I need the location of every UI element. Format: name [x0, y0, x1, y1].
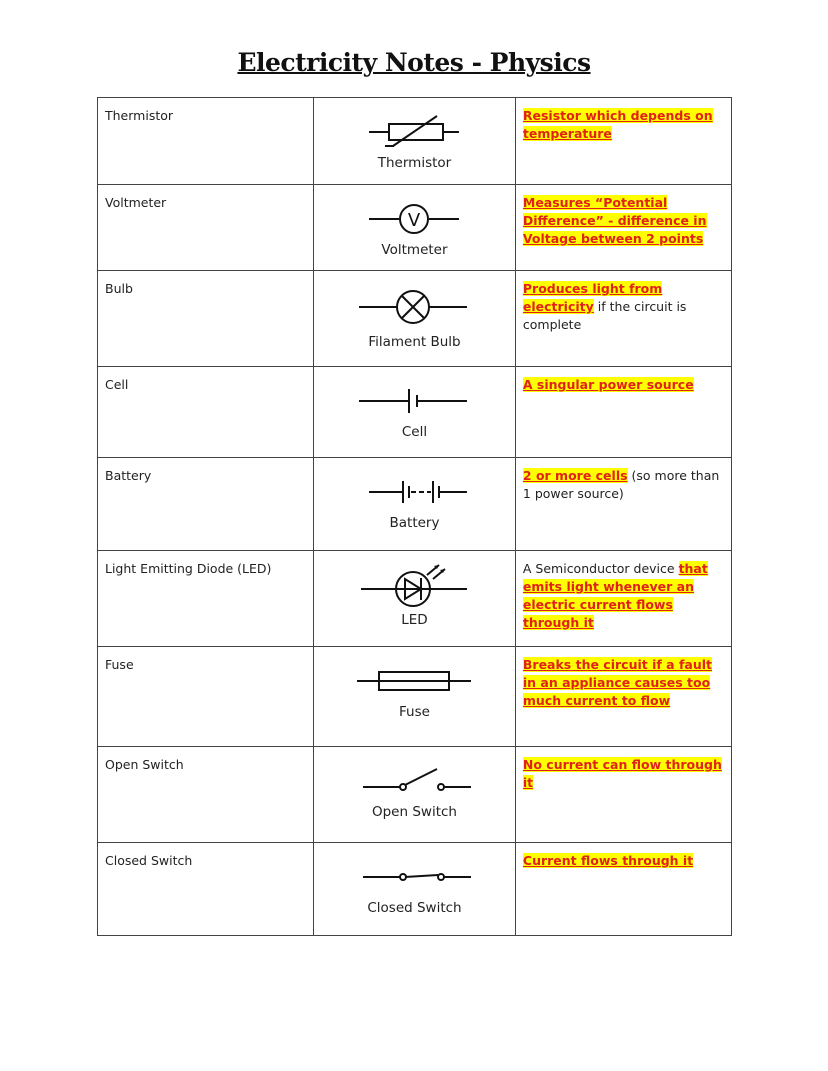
component-name-cell [98, 98, 314, 185]
table-row [98, 843, 732, 936]
table-row [98, 647, 732, 747]
component-name: Thermistor [105, 108, 174, 123]
component-name: Bulb [105, 281, 133, 296]
symbol-cell [314, 647, 516, 747]
closed-switch-icon [364, 857, 464, 897]
symbol-cell [314, 367, 516, 458]
symbol-caption: Voltmeter [381, 242, 448, 258]
description-cell [515, 647, 731, 747]
description-cell [515, 458, 731, 551]
svg-text:V: V [408, 210, 421, 231]
table-row [98, 747, 732, 843]
component-name: Fuse [105, 657, 134, 672]
description-cell [515, 185, 731, 271]
component-name-cell [98, 551, 314, 647]
description-text: A Semiconductor device [522, 561, 679, 576]
table-row [98, 458, 732, 551]
symbol-caption: Fuse [399, 704, 430, 720]
table-row [98, 271, 732, 367]
component-name: Voltmeter [105, 195, 167, 210]
symbol-cell [314, 185, 516, 271]
table-row [98, 185, 732, 271]
description-text: (so more than 1 power source) [522, 468, 720, 501]
highlighted-text: No current can flow through it [522, 757, 722, 790]
highlighted-text: that emits light whenever an electric current flows through it [522, 561, 708, 630]
table-row [98, 98, 732, 185]
symbol-caption: Open Switch [371, 804, 457, 820]
battery-icon [364, 472, 464, 512]
component-name: Battery [105, 468, 152, 483]
page-title: Electricity Notes - Physics [237, 48, 591, 77]
component-name-cell [98, 367, 314, 458]
component-name-cell [98, 271, 314, 367]
symbol-caption: Closed Switch [367, 900, 462, 916]
component-name-cell [98, 647, 314, 747]
description-cell [515, 98, 731, 185]
bulb-icon [364, 285, 464, 331]
description-cell [515, 271, 731, 367]
highlighted-text: A singular power source [522, 377, 694, 392]
symbol-caption: LED [401, 612, 428, 628]
symbol-caption: Thermistor [377, 155, 452, 171]
symbol-cell [314, 843, 516, 936]
highlighted-text: Breaks the circuit if a fault in an appliance causes too much current to flow [522, 657, 712, 708]
symbol-cell [314, 747, 516, 843]
symbol-caption: Cell [401, 424, 428, 440]
description-cell [515, 843, 731, 936]
highlighted-text: Measures “Potential Difference” - difference in Voltage between 2 points [522, 195, 707, 246]
description-cell [515, 367, 731, 458]
component-name-cell [98, 185, 314, 271]
symbol-cell [314, 458, 516, 551]
symbol-cell [314, 98, 516, 185]
description-cell [515, 747, 731, 843]
fuse-icon [364, 661, 464, 701]
description-text: if the circuit is complete [522, 299, 687, 332]
component-name-cell [98, 843, 314, 936]
highlighted-text: Current flows through it [522, 853, 694, 868]
description-cell [515, 551, 731, 647]
cell-icon [364, 381, 464, 421]
symbol-caption: Filament Bulb [368, 334, 461, 350]
thermistor-icon [364, 112, 464, 152]
led-icon [364, 557, 464, 609]
component-name: Light Emitting Diode (LED) [105, 561, 272, 576]
highlighted-text: Produces light from electricity [522, 281, 663, 314]
component-name: Cell [105, 377, 129, 392]
voltmeter-icon [364, 199, 464, 239]
symbol-caption: Battery [389, 515, 440, 531]
symbol-cell [314, 551, 516, 647]
highlighted-text: 2 or more cells [522, 468, 628, 483]
open-switch-icon [364, 761, 464, 801]
table-row [98, 551, 732, 647]
component-name: Open Switch [105, 757, 184, 772]
component-name-cell [98, 458, 314, 551]
symbol-cell [314, 271, 516, 367]
highlighted-text: Resistor which depends on temperature [522, 108, 713, 141]
component-name-cell [98, 747, 314, 843]
table-row [98, 367, 732, 458]
component-name: Closed Switch [105, 853, 193, 868]
components-table [97, 97, 732, 936]
